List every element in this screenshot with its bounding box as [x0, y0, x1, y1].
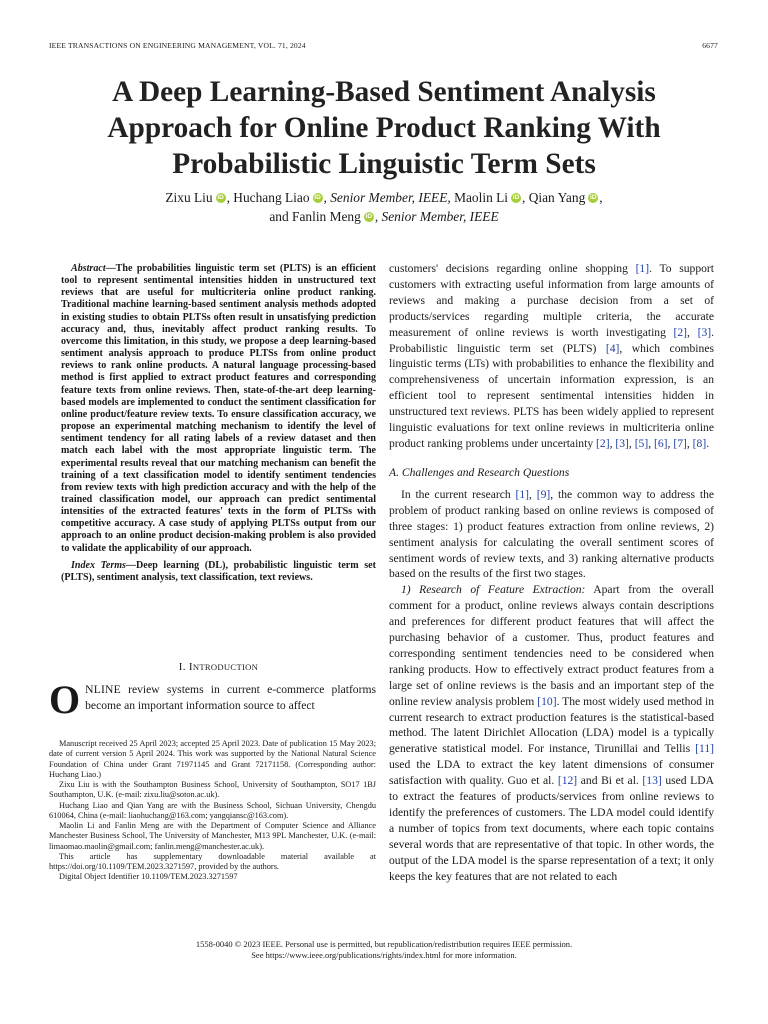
body-paragraph: 1) Research of Feature Extraction: Apart from the overall comment for a product, online reviews always contain descriptions and preferences for different product features that will affect the purchasing behavior of a customer. Thus, product features and corresponding sentiment tendencies need to be considered when ranking products. How to effectively extract product features from a large set of online reviews is the basis and an important step of the online review analysis problem [10]. The most widely used method in current research to extract production features is the statistical-based method. The latent Dirichlet Allocation (LDA) model is a typically generative statistical model. For instance, Tirunillai and Tellis [11] used the LDA to extract the key latent dimensions of consumer satisfaction with quality. Guo et al. [12] and Bi et al. [13] used LDA to extract the features of products/services from online reviews to identify the preferences of customers. The LDA model could identify a number of topics from text documents, where each topic contains several words that are representative of that topic. In other words, the output of the LDA model is the sparse representation of a text; it only keeps the key features that are not related to each: [389, 583, 714, 883]
author-role: Senior Member, IEEE,: [330, 190, 451, 205]
left-column: [61, 263, 376, 584]
footnote-paragraph: Zixu Liu is with the Southampton Business School, University of Southampton, SO17 1BJ Southampton, U.K. (e-mail: zixu.liu@soton.ac.uk).: [49, 780, 376, 800]
citation-link[interactable]: [13]: [642, 774, 662, 788]
body-paragraph: In the current research [1], [9], the common way to address the problem of product ranking based on online reviews is composed of three stages: 1) product features extraction from online reviews, 2) sentiment analysis for calculating the overall sentiment scores of sentiment words of review texts, and 3) ranking alternative products based on the results of the first two stages.: [389, 487, 715, 581]
copyright-line: See https://www.ieee.org/publications/rights/index.html for more information.: [251, 950, 517, 960]
intro-text: review systems in current e-commerce platforms become an important information source to affect: [85, 683, 376, 712]
author-line: and Fanlin Meng iD , Senior Member, IEEE: [269, 209, 499, 224]
citation-link[interactable]: [3]: [697, 325, 712, 339]
index-terms-label: Index Terms: [71, 559, 126, 571]
author-role: Senior Member, IEEE: [381, 209, 499, 224]
citation-link[interactable]: [4]: [605, 341, 620, 355]
intro-caps: NLINE: [85, 683, 121, 696]
footnote-paragraph: This article has supplementary downloadable material available at https://doi.org/10.1109/TEM.2023.3271597, provided by the authors.: [49, 851, 376, 871]
citation-link[interactable]: [1]: [515, 487, 530, 501]
citation-link[interactable]: [3]: [615, 436, 629, 450]
section-heading-introduction: I. INTRODUCTION: [178, 661, 259, 673]
abstract: [61, 263, 376, 555]
citation-link[interactable]: [5]: [634, 436, 649, 450]
footnote-paragraph: Huchang Liao and Qian Yang are with the Business School, Sichuan University, Chengdu 610064, China (e-mail: liaohuchang@163.com; yangqiansc@163.com).: [49, 800, 376, 820]
page-number: 6677: [702, 41, 718, 50]
author-name: Qian Yang: [528, 190, 586, 205]
index-terms-text: —Deep learning (DL), probabilistic linguistic term set (PLTS), sentiment analysis, text classification, text reviews.: [61, 559, 376, 583]
title-line: Probabilistic Linguistic Term Sets: [172, 148, 596, 180]
paragraph-lead: 1) Research of Feature Extraction:: [401, 583, 586, 597]
footnote-paragraph: Digital Object Identifier 10.1109/TEM.2023.3271597: [59, 872, 238, 882]
abstract-label: Abstract: [71, 263, 106, 274]
citation-link[interactable]: [12]: [557, 774, 578, 788]
subsection-heading: A. Challenges and Research Questions: [389, 465, 570, 479]
abstract-text: —The probabilities linguistic term set (PLTS) is an efficient tool to represent sentimental intensities hidden in unstructured text reviews that are useful for multicriteria online product ranking. Traditional machine learning-based sentiment analysis methods adopted in existing studies to obtain PLTSs often result in unsatisfying prediction accuracy and, thus, inevitably affect product ranking results. To overcome this limitation, in this study, we propose a deep learning-based sentiment analysis approach to produce PLTSs from online product reviews to rank online products. A natural language processing-based method is first applied to extract product features and corresponding feature texts from online reviews. Then, state-of-the-art deep learning-based models are implemented to conduct the sentiment classification for online product/feature review texts. To ensure classification accuracy, we propose an experimental matching mechanism to identify the level of sentiment tendency for all rating labels of a review dataset and then match each label with the most appropriate linguistic term. The experimental results reveal that our matching mechanism can benefit the training of a text classification model to identify sentiment tendencies from review texts with high prediction accuracy and with the help of the trained classification model, our approach can predict sentimental intensities of the extracted features' texts in the form of PLTSs with competitive accuracy. A case study of applying PLTSs output from our approach to an online product decision-making problem is also provided to validate the applicability of our approach.: [61, 263, 376, 554]
orcid-icon[interactable]: iD: [365, 213, 373, 220]
index-terms: [61, 560, 376, 584]
author-line: Zixu Liu iD , Huchang Liao iD , Senior Member, IEEE, Maolin Li iD , Qian Yang iD ,: [165, 190, 603, 205]
author-name: Zixu Liu: [165, 190, 213, 205]
author-name: Huchang Liao: [233, 190, 310, 205]
author-name: Maolin Li: [454, 190, 509, 205]
author-list: [40, 188, 728, 226]
orcid-icon[interactable]: iD: [590, 194, 597, 201]
copyright-line: 1558-0040 © 2023 IEEE. Personal use is permitted, but republication/redistribution requires IEEE permission.: [195, 939, 573, 949]
citation-link[interactable]: [11]: [695, 742, 714, 756]
citation-link[interactable]: [8]: [692, 436, 707, 450]
citation-link[interactable]: [10]: [537, 694, 557, 708]
first-page-footnote: [49, 739, 376, 883]
body-paragraph: customers' decisions regarding online shopping [1]. To support customers with extracting useful information from large amounts of reviews and making a purchase decision from a set of products/services regarding multiple criteria, the accurate measurement of online reviews is worth investigating [2], [3]. Probabilistic linguistic term set (PLTS) [4], which combines linguistic terms (LTs) with probabilities to enhance the flexibility and comprehensiveness of uncertain information expression, is an efficient tool to represent sentimental intensities hidden in unstructured text reviews. PLTS has been widely applied to represent linguistic evaluations for text online reviews in multicriteria online product ranking problems under uncertainty [2], [3], [5], [6], [7], [8].: [389, 262, 715, 450]
paper-title: [40, 74, 728, 182]
running-header: [49, 41, 718, 53]
copyright-notice: [40, 939, 728, 961]
orcid-icon[interactable]: iD: [512, 194, 520, 201]
citation-link[interactable]: [1]: [635, 262, 650, 275]
citation-link[interactable]: [7]: [673, 436, 687, 450]
journal-name: IEEE TRANSACTIONS ON ENGINEERING MANAGEMENT, VOL. 71, 2024: [49, 41, 306, 50]
citation-link[interactable]: [6]: [654, 436, 668, 450]
title-line: Approach for Online Product Ranking With: [107, 112, 661, 144]
right-column: [389, 261, 714, 885]
citation-link[interactable]: [9]: [536, 487, 551, 501]
orcid-icon[interactable]: iD: [314, 194, 321, 201]
author-name: and Fanlin Meng: [269, 209, 361, 224]
citation-link[interactable]: [2]: [596, 436, 610, 450]
citation-link[interactable]: [2]: [673, 325, 688, 339]
introduction-paragraph: [49, 677, 376, 722]
drop-cap: O: [49, 677, 81, 722]
orcid-icon[interactable]: iD: [217, 194, 224, 201]
title-line: A Deep Learning-Based Sentiment Analysis: [112, 76, 656, 108]
footnote-paragraph: Manuscript received 25 April 2023; accepted 25 April 2023. Date of publication 15 May 2023; date of current version 5 April 2024. This work was supported by the National Natural Science Foundation of China under Grant 71971145 and Grant 72171158. (Corresponding author: Huchang Liao.): [49, 739, 376, 779]
footnote-paragraph: Maolin Li and Fanlin Meng are with the Department of Computer Science and Alliance Manchester Business School, The University of Manchester, M13 9PL Manchester, U.K. (e-mail: limaomao.maolin@gmail.com; fanlin.meng@manchester.ac.uk).: [49, 821, 376, 851]
